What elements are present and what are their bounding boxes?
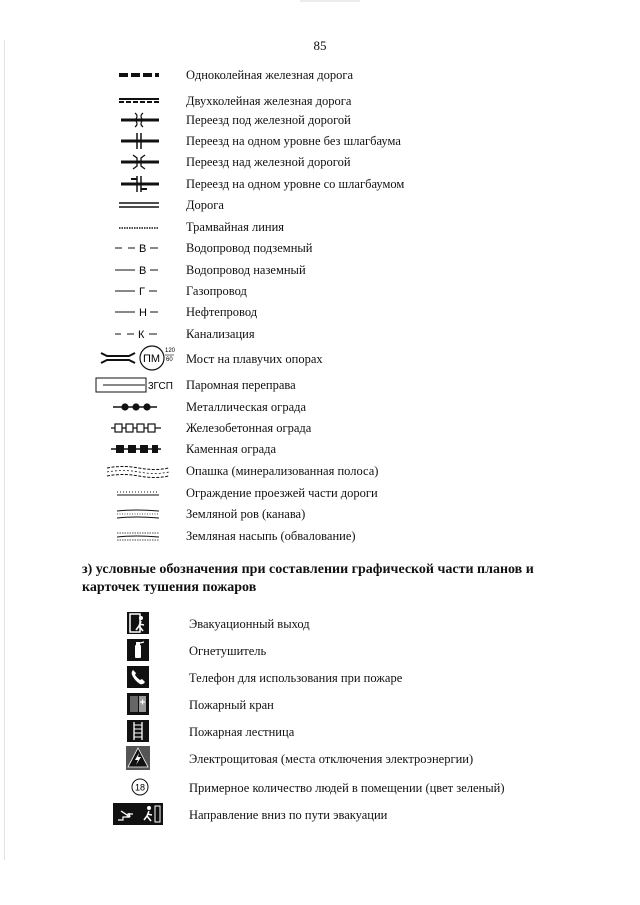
firebreak-icon [95, 462, 175, 480]
fire-legend-label: Огнетушитель [189, 644, 267, 658]
fire-legend-row [0, 746, 640, 770]
legend-label: Земляная насыпь (обвалование) [186, 529, 356, 543]
svg-text:К: К [138, 329, 145, 341]
legend-label: Металлическая ограда [186, 400, 307, 414]
legend-label: Нефтепровод [186, 305, 258, 319]
ferry-crossing-icon [95, 376, 175, 394]
section-heading-line: карточек тушения пожаров [82, 580, 257, 595]
legend-row [0, 132, 640, 150]
fire-legend-label: Пожарный кран [189, 698, 274, 712]
svg-text:Г: Г [139, 286, 145, 298]
fire-legend-row [0, 720, 640, 744]
road-barrier-icon [95, 484, 175, 502]
svg-text:18: 18 [134, 782, 146, 793]
ditch-icon [95, 505, 175, 523]
stone-fence-icon [95, 440, 175, 458]
tram-line-icon [95, 218, 175, 236]
page-number: 85 [313, 38, 327, 53]
fire-legend-label: Телефон для использования при пожаре [189, 671, 403, 685]
fire-phone-icon [127, 666, 149, 693]
fire-legend-row [0, 639, 640, 663]
svg-text:В: В [139, 265, 147, 277]
legend-label: Паромная переправа [186, 378, 296, 392]
emergency-exit-icon [127, 612, 149, 639]
section-heading [82, 561, 597, 597]
level-crossing-barrier-icon [95, 175, 175, 193]
underground-water-pipe-icon [95, 239, 175, 257]
legend-label: Опашка (минерализованная полоса) [186, 464, 379, 478]
legend-row [0, 92, 640, 110]
fire-hydrant-icon [127, 693, 149, 720]
scan-mark [300, 0, 360, 2]
legend-row [0, 196, 640, 214]
legend-row [0, 398, 640, 416]
svg-text:120: 120 [165, 348, 176, 354]
legend-row [0, 261, 640, 279]
level-crossing-no-barrier-icon [95, 132, 175, 150]
pontoon-bridge-icon [95, 344, 175, 372]
legend-label: Переезд над железной дорогой [186, 155, 351, 169]
legend-row [0, 440, 640, 458]
legend-label: Газопровод [186, 284, 247, 298]
svg-text:3ГСП: 3ГСП [148, 381, 173, 392]
surface-water-pipe-icon [95, 261, 175, 279]
legend-label: Водопровод наземный [186, 263, 306, 277]
legend-row [0, 325, 640, 343]
legend-label: Двухколейная железная дорога [186, 94, 352, 108]
legend-row [0, 527, 640, 545]
legend-label: Канализация [186, 327, 255, 341]
legend-row [0, 218, 640, 236]
legend-row [0, 66, 640, 84]
legend-label: Одноколейная железная дорога [186, 68, 354, 82]
road-icon [95, 196, 175, 214]
legend-label: Дорога [186, 198, 224, 212]
legend-row [0, 462, 640, 480]
fire-legend-row [0, 776, 640, 800]
gas-pipeline-icon [95, 282, 175, 300]
legend-label: Переезд на одном уровне без шлагбаума [186, 134, 401, 148]
concrete-fence-icon [95, 419, 175, 437]
legend-row [0, 153, 640, 171]
fire-legend-row [0, 666, 640, 690]
fire-legend-row [0, 693, 640, 717]
legend-row [0, 344, 640, 372]
metal-fence-icon [95, 398, 175, 416]
legend-label: Трамвайная линия [186, 220, 285, 234]
evacuation-down-icon [113, 803, 163, 830]
legend-label: Мост на плавучих опорах [186, 352, 323, 366]
legend-row [0, 282, 640, 300]
legend-row [0, 419, 640, 437]
legend-label: Каменная ограда [186, 442, 277, 456]
overpass-crossing-icon [95, 153, 175, 171]
embankment-icon [95, 527, 175, 545]
legend-row [0, 111, 640, 129]
fire-legend-label: Примерное количество людей в помещении (цвет зеленый) [189, 781, 505, 795]
legend-row [0, 505, 640, 523]
fire-legend-label: Эвакуационный выход [189, 617, 310, 631]
underpass-crossing-icon [95, 111, 175, 129]
svg-text:Н: Н [139, 307, 147, 319]
fire-legend-label: Пожарная лестница [189, 725, 295, 739]
legend-label: Земляной ров (канава) [186, 507, 306, 521]
legend-label: Переезд на одном уровне со шлагбаумом [186, 177, 405, 191]
legend-row [0, 303, 640, 321]
fire-extinguisher-icon [127, 639, 149, 666]
single-track-railway-icon [95, 66, 175, 84]
fire-legend-row [0, 612, 640, 636]
legend-row [0, 175, 640, 193]
fire-legend-label: Направление вниз по пути эвакуации [189, 808, 388, 822]
legend-label: Водопровод подземный [186, 241, 313, 255]
legend-row [0, 239, 640, 257]
legend-label: Переезд под железной дорогой [186, 113, 351, 127]
fire-ladder-icon [127, 720, 149, 747]
svg-text:ПМ: ПМ [143, 353, 161, 365]
legend-row [0, 376, 640, 394]
fire-legend-row [0, 803, 640, 827]
legend-label: Ограждение проезжей части дороги [186, 486, 378, 500]
people-count-icon [130, 777, 150, 802]
svg-text:В: В [139, 243, 147, 255]
oil-pipeline-icon [95, 303, 175, 321]
sewer-icon [95, 325, 175, 343]
svg-text:60: 60 [166, 357, 173, 363]
double-track-railway-icon [95, 92, 175, 110]
section-heading-line: з) условные обозначения при составлении графической части планов и [82, 562, 534, 577]
electrical-panel-icon [126, 746, 150, 775]
legend-label: Железобетонная ограда [186, 421, 312, 435]
fire-legend-label: Электрощитовая (места отключения электроэнергии) [189, 752, 474, 766]
legend-row [0, 484, 640, 502]
